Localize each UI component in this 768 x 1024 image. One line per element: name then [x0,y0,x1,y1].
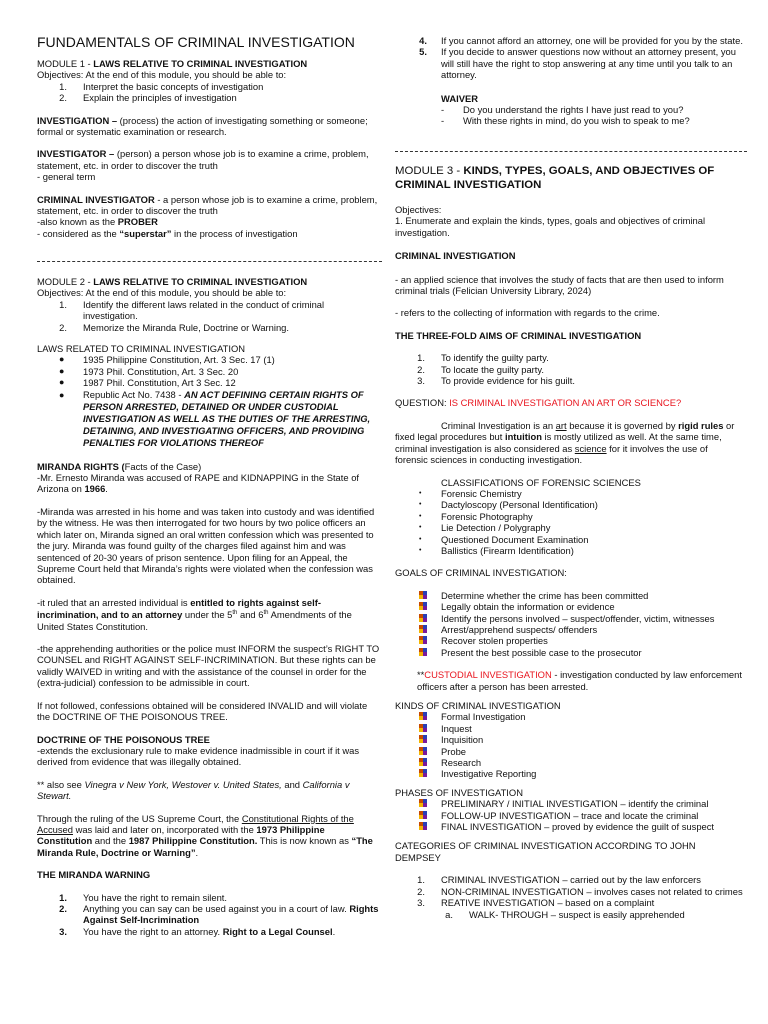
list-item: Identify the persons involved – suspect/offender, victim, witnesses [395,613,743,624]
list-item: Recover stolen properties [395,635,743,646]
list-item: Formal Investigation [395,711,743,722]
section-divider [37,261,382,262]
miranda-warning-heading: THE MIRANDA WARNING [37,869,151,881]
categories-heading: CATEGORIES OF CRIMINAL INVESTIGATION ACCORDING TO JOHN DEMPSEY [395,840,696,863]
list-item: 3. REATIVE INVESTIGATION – based on a complaint [417,897,655,909]
through-ruling-paragraph: Through the ruling of the US Supreme Court, the Constitutional Rights of the Accused was laid and later on, incorporated with the 1973 Philippine Constitution and the 1987 Philippine Constitution. This is now known as “The Miranda Rule, Doctrine or Warning”. [37,812,373,858]
list-item: 4. If you cannot afford an attorney, one will be provided for you by the state. [419,35,743,46]
flag-icon [419,602,427,610]
kinds-list [395,711,743,779]
investigator-definition: INVESTIGATOR – (person) a person whose job is to examine a crime, problem, statement, etc. in order to discover the truth [37,148,369,171]
list-item: ● Republic Act No. 7438 - AN ACT DEFINING CERTAIN RIGHTS OF PERSON ARRESTED, DETAINED OR UNDER CUSTODIAL INVESTIGATION AS WELL AS THE DUTIES OF THE ARRESTING, DETAINING, AND INVESTIGATING OFFICERS, AND PROVIDING PENALTIES FOR VIOLATIONS THEREOF [59,388,371,449]
flag-icon [419,625,427,633]
miranda-paragraph-4: -the apprehending authorities or the police must INFORM the suspect’s RIGHT TO COUNSEL and RIGHT AGAINST SELF-INCRIMINATION. But these rights can be validly WAIVED in writing and with the assistance of the counsel in order for the (extra-judicial) confession to be admissible in court. [37,643,380,689]
list-item: 1. To identify the guilty party. [417,352,549,364]
laws-heading: LAWS RELATED TO CRIMINAL INVESTIGATION [37,343,246,355]
flag-icon [419,712,427,720]
flag-icon [419,724,427,732]
list-item: • Questioned Document Examination [419,533,589,545]
kinds-heading: KINDS OF CRIMINAL INVESTIGATION [395,700,561,711]
goals-list [395,590,743,658]
criminal-investigation-def-2: - refers to the collecting of information with regards to the crime. [395,307,660,319]
custodial-investigation-note: **CUSTODIAL INVESTIGATION - investigation conducted by law enforcement officers after a person has been arrested. [417,669,742,692]
flag-icon [419,811,427,819]
flag-icon [419,822,427,830]
list-item: Present the best possible case to the prosecutor [395,647,743,658]
list-item: 2. To locate the guilty party. [417,363,545,375]
module-2-objectives-intro: Objectives: At the end of this module, you should be able to: [37,287,287,299]
forensic-classifications-list [395,488,743,556]
module-1-heading: MODULE 1 - LAWS RELATIVE TO CRIMINAL INVESTIGATION [37,58,308,69]
list-item: Research [395,757,743,768]
list-item: 1. Interpret the basic concepts of investigation [59,80,264,92]
criminal-investigation-def-1: - an applied science that involves the study of facts that are then used to inform criminal trials (Felician University Library, 2024) [395,273,724,297]
phases-heading: PHASES OF INVESTIGATION [395,786,523,798]
investigation-definition: INVESTIGATION – (process) the action of investigating something or someone; formal or systematic examination or research. [37,114,368,138]
list-item: FINAL INVESTIGATION – proved by evidence the guilt of suspect [395,821,743,832]
waiver-heading: WAIVER [441,92,478,104]
list-item: ● 1987 Phil. Constitution, Art 3 Sec. 12 [59,377,236,389]
investigator-extra: - general term [37,171,96,183]
list-item: 2. Explain the principles of investigation [59,92,237,104]
flag-icon [419,747,427,755]
list-item: 1. You have the right to remain silent. [59,891,228,903]
miranda-rights-heading: MIRANDA RIGHTS (Facts of the Case) [37,460,202,472]
miranda-paragraph-5: If not followed, confessions obtained will be considered INVALID and will violate the DOCTRINE OF THE POISONOUS TREE. [37,699,368,723]
module-2-heading: MODULE 2 - LAWS RELATIVE TO CRIMINAL INVESTIGATION [37,276,308,287]
poisonous-tree-heading: DOCTRINE OF THE POISONOUS TREE [37,733,210,745]
list-item: • Forensic Photography [419,510,533,522]
section-divider [395,151,747,152]
list-item: 3. To provide evidence for his guilt. [417,375,575,387]
document-title: FUNDAMENTALS OF CRIMINAL INVESTIGATION [37,34,355,50]
list-item: 2. Memorize the Miranda Rule, Doctrine or Warning. [59,321,289,333]
poisonous-tree-text: -extends the exclusionary rule to make evidence inadmissible in court if it was derived from evidence that was illegally obtained. [37,744,360,768]
list-item: • Lie Detection / Polygraphy [419,522,551,534]
list-item: 1. CRIMINAL INVESTIGATION – carried out by the law enforcers [417,874,701,886]
flag-icon [419,591,427,599]
list-item: • Dactyloscopy (Personal Identification) [419,499,598,511]
miranda-warning-continued [395,35,743,127]
list-item: FOLLOW-UP INVESTIGATION – trace and locate the criminal [395,810,743,821]
list-item: 2. Anything you can say can be used against you in a court of law. Rights Against Self-Incrimination [59,902,379,926]
list-item: • Ballistics (Firearm Identification) [419,544,574,556]
list-item: Legally obtain the information or evidence [395,601,743,612]
list-item: Inquest [395,723,743,734]
module-1 [37,58,380,239]
module-3-objectives-label: Objectives: [395,204,442,215]
list-item: ● 1973 Phil. Constitution, Art. 3 Sec. 20 [59,365,239,377]
miranda-warning-list [37,892,380,938]
list-item: PRELIMINARY / INITIAL INVESTIGATION – identify the criminal [395,798,743,809]
flag-icon [419,735,427,743]
list-item: Determine whether the crime has been committed [395,590,743,601]
list-item: 1. Identify the different laws related in the conduct of criminal investigation. [59,298,325,322]
list-item: • Forensic Chemistry [419,487,522,499]
three-fold-aims-heading: THE THREE-FOLD AIMS OF CRIMINAL INVESTIGATION [395,329,642,341]
list-item: - Do you understand the rights I have just read to you? [441,104,684,116]
flag-icon [419,758,427,766]
module-2 [37,276,380,937]
list-item: 2. NON-CRIMINAL INVESTIGATION – involves cases not related to crimes [417,885,743,897]
art-or-science-answer: Criminal Investigation is an art because it is governed by rigid rules or fixed legal procedures but intuition is mostly utilized as well. At the same time, criminal investigation is also considered as science for it involves the use of forensic sciences in conducting investigation. [395,419,735,466]
module-1-objectives-intro: Objectives: At the end of this module, you should be able to: [37,69,287,81]
list-item: Investigative Reporting [395,768,743,779]
flag-icon [419,614,427,622]
criminal-investigator-aka: -also known as the PROBER [37,216,158,228]
categories-list [395,874,743,920]
miranda-paragraph-2: -Miranda was arrested in his home and was taken into custody and was identified by the witness. He was then interrogated for two hours by two police officers an which later on, Miranda signed an oral written confession which was presented to the jury. Miranda was found guilty of the charges filed against him and was sentenced of 20-30 years of prison sentence. Upon filing for an Appeal, the Supreme Court held that Miranda’s rights were violated when the confession was obtained. [37,505,375,586]
forensic-classifications-heading: CLASSIFICATIONS OF FORENSIC SCIENCES [441,476,641,488]
module-3-heading: MODULE 3 - KINDS, TYPES, GOALS, AND OBJECTIVES OF CRIMINAL INVESTIGATION [395,165,715,191]
list-item: 5. If you decide to answer questions now without an attorney present, you will still have the right to stop answering at any time until you talk to an attorney. [419,46,736,81]
list-item: Arrest/apprehend suspects/ offenders [395,624,743,635]
flag-icon [419,769,427,777]
list-item: 3. You have the right to an attorney. Right to a Legal Counsel. [59,925,336,937]
criminal-investigator-definition: CRIMINAL INVESTIGATOR - a person whose job is to examine a crime, problem, statement, etc. in order to discover the truth [37,193,378,217]
criminal-investigation-heading: CRIMINAL INVESTIGATION [395,250,516,262]
aims-list [395,352,743,386]
also-see-note: ** also see Vinegra v New York, Westover v. United States, and California v Stewart. [37,778,350,802]
list-item: ● 1935 Philippine Constitution, Art. 3 Sec. 17 (1) [59,354,275,366]
list-item: Inquisition [395,734,743,745]
art-or-science-question: QUESTION: IS CRIMINAL INVESTIGATION AN ART OR SCIENCE? [395,397,682,409]
list-item: a. WALK- THROUGH – suspect is easily apprehended [445,908,685,920]
flag-icon [419,799,427,807]
module-3-objectives-text: 1. Enumerate and explain the kinds, types, goals and objectives of criminal investigation. [395,215,706,238]
flag-icon [419,636,427,644]
goals-heading: GOALS OF CRIMINAL INVESTIGATION: [395,567,567,579]
flag-icon [419,648,427,656]
phases-list [395,798,743,832]
criminal-investigator-superstar: - considered as the “superstar” in the process of investigation [37,227,298,239]
module-3 [395,165,743,920]
miranda-paragraph-1: -Mr. Ernesto Miranda was accused of RAPE and KIDNAPPING in the State of Arizona on 1966. [37,472,360,495]
list-item: Probe [395,746,743,757]
list-item: - With these rights in mind, do you wish to speak to me? [441,115,690,127]
miranda-paragraph-3: -it ruled that an arrested individual is entitled to rights against self-incrimination, and to an attorney under the 5th and 6th Amendments of the United States Constitution. [37,596,352,632]
